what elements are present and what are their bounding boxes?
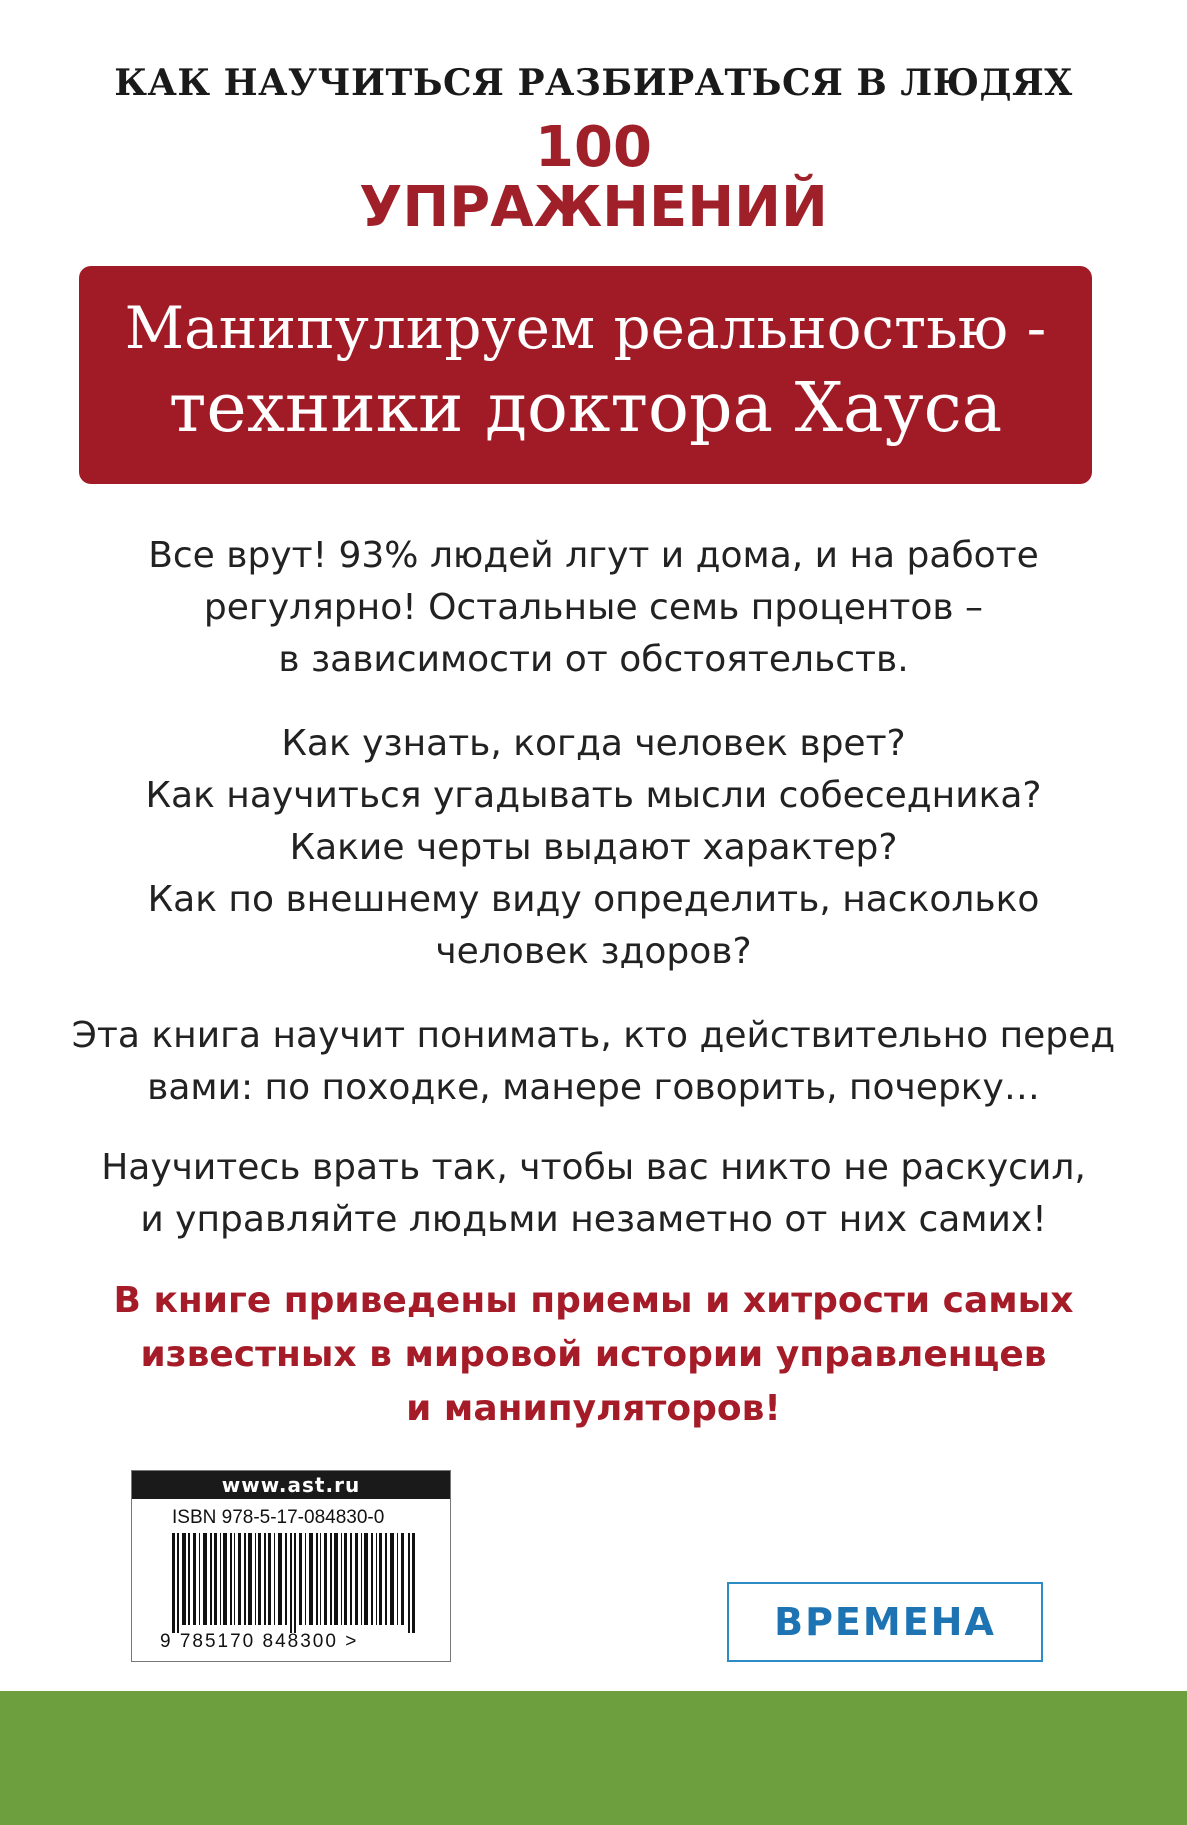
text-line: вами: по походке, манере говорить, почерку… — [147, 1067, 1040, 1108]
text-line: и манипуляторов! — [406, 1388, 781, 1429]
text-line: Все врут! 93% людей лгут и дома, и на работе — [148, 535, 1039, 576]
text-line: Как научиться угадывать мысли собеседника? — [145, 775, 1042, 816]
text-line: Как по внешнему виду определить, насколько — [147, 879, 1040, 920]
text-line: В книге приведены приемы и хитрости самых — [113, 1280, 1074, 1321]
exercise-count-label: УПРАЖНЕНИЙ — [359, 175, 828, 240]
paragraph-book-teaches — [40, 1010, 1147, 1114]
barcode-block — [131, 1470, 451, 1662]
title-line-2: техники доктора Хауса — [168, 369, 1003, 448]
text-line: и управляйте людьми незаметно от них самих! — [140, 1199, 1047, 1240]
title-line-1: Манипулируем реальностью - — [124, 294, 1047, 362]
isbn-label: ISBN 978-5-17-084830-0 — [172, 1507, 385, 1528]
series-title: КАК НАУЧИТЬСЯ РАЗБИРАТЬСЯ В ЛЮДЯХ — [114, 62, 1073, 104]
text-line: Какие черты выдают характер? — [289, 827, 898, 868]
paragraph-everyone-lies — [40, 530, 1147, 686]
text-line: Как узнать, когда человек врет? — [281, 723, 906, 764]
text-line: человек здоров? — [435, 931, 752, 972]
paragraph-highlight — [40, 1274, 1147, 1436]
publisher-logo — [727, 1582, 1043, 1662]
text-line: Научитесь врать так, чтобы вас никто не раскусил, — [101, 1147, 1086, 1188]
exercise-count: 100 — [535, 115, 652, 180]
publisher-name: ВРЕМЕНА — [774, 1600, 996, 1644]
footer-color-band — [0, 1691, 1187, 1825]
barcode-icon — [172, 1533, 422, 1633]
publisher-url: www.ast.ru — [132, 1471, 450, 1499]
text-line: в зависимости от обстоятельств. — [278, 639, 909, 680]
text-line: Эта книга научит понимать, кто действительно перед — [71, 1015, 1116, 1056]
text-line: известных в мировой истории управленцев — [140, 1334, 1047, 1375]
paragraph-learn-to-lie — [40, 1142, 1147, 1246]
paragraph-questions — [40, 718, 1147, 978]
barcode-digits: 9 785170 848300 > — [160, 1631, 359, 1652]
title-banner — [79, 266, 1092, 484]
text-line: регулярно! Остальные семь процентов – — [203, 587, 984, 628]
